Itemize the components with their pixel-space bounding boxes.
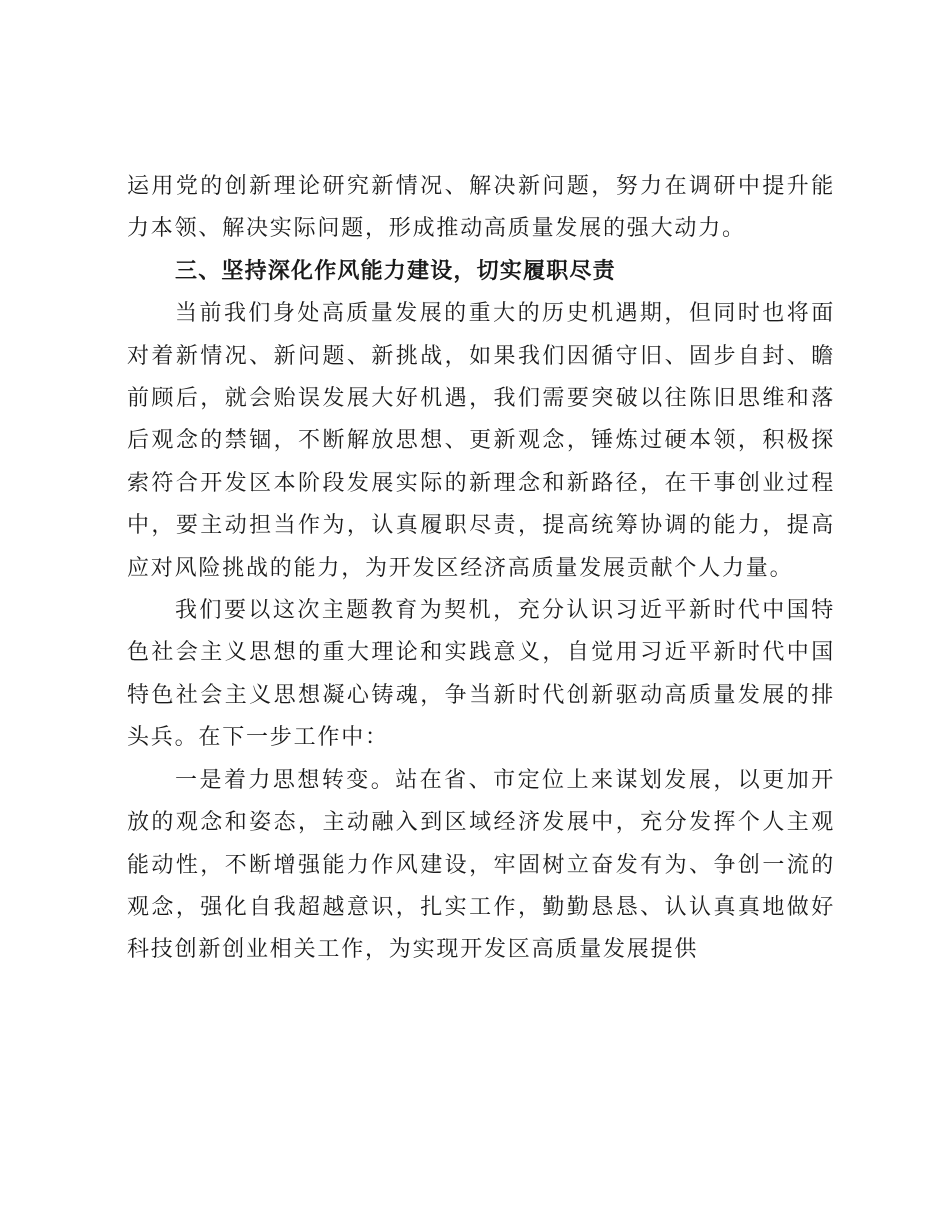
section-heading: 三、坚持深化作风能力建设，切实履职尽责 bbox=[175, 258, 616, 284]
paragraph-continuation: 运用党的创新理论研究新情况、解决新问题，努力在调研中提升能力本领、解决实际问题，形成推动高质量发展的强大动力。 bbox=[127, 174, 835, 242]
paragraph: 一是着力思想转变。站在省、市定位上来谋划发展，以更加开放的观念和姿态，主动融入到区域经济发展中，充分发挥个人主观能动性，不断增强能力作风建设，牢固树立奋发有为、争创一流的观念，强化自我超越意识，扎实工作，勤勤恳恳、认认真真地做好科技创新创业相关工作，为实现开发区高质量发展提供 bbox=[127, 767, 835, 963]
document-body bbox=[127, 166, 835, 972]
paragraph: 当前我们身处高质量发展的重大的历史机遇期，但同时也将面对着新情况、新问题、新挑战，如果我们因循守旧、固步自封、瞻前顾后，就会贻误发展大好机遇，我们需要突破以往陈旧思维和落后观念的禁锢，不断解放思想、更新观念，锤炼过硬本领，积极探索符合开发区本阶段发展实际的新理念和新路径，在干事创业过程中，要主动担当作为，认真履职尽责，提高统筹协调的能力，提高应对风险挑战的能力，为开发区经济高质量发展贡献个人力量。 bbox=[127, 301, 835, 581]
paragraph: 我们要以这次主题教育为契机，充分认识习近平新时代中国特色社会主义思想的重大理论和实践意义，自觉用习近平新时代中国特色社会主义思想凝心铸魂，争当新时代创新驱动高质量发展的排头兵。在下一步工作中： bbox=[127, 598, 835, 751]
